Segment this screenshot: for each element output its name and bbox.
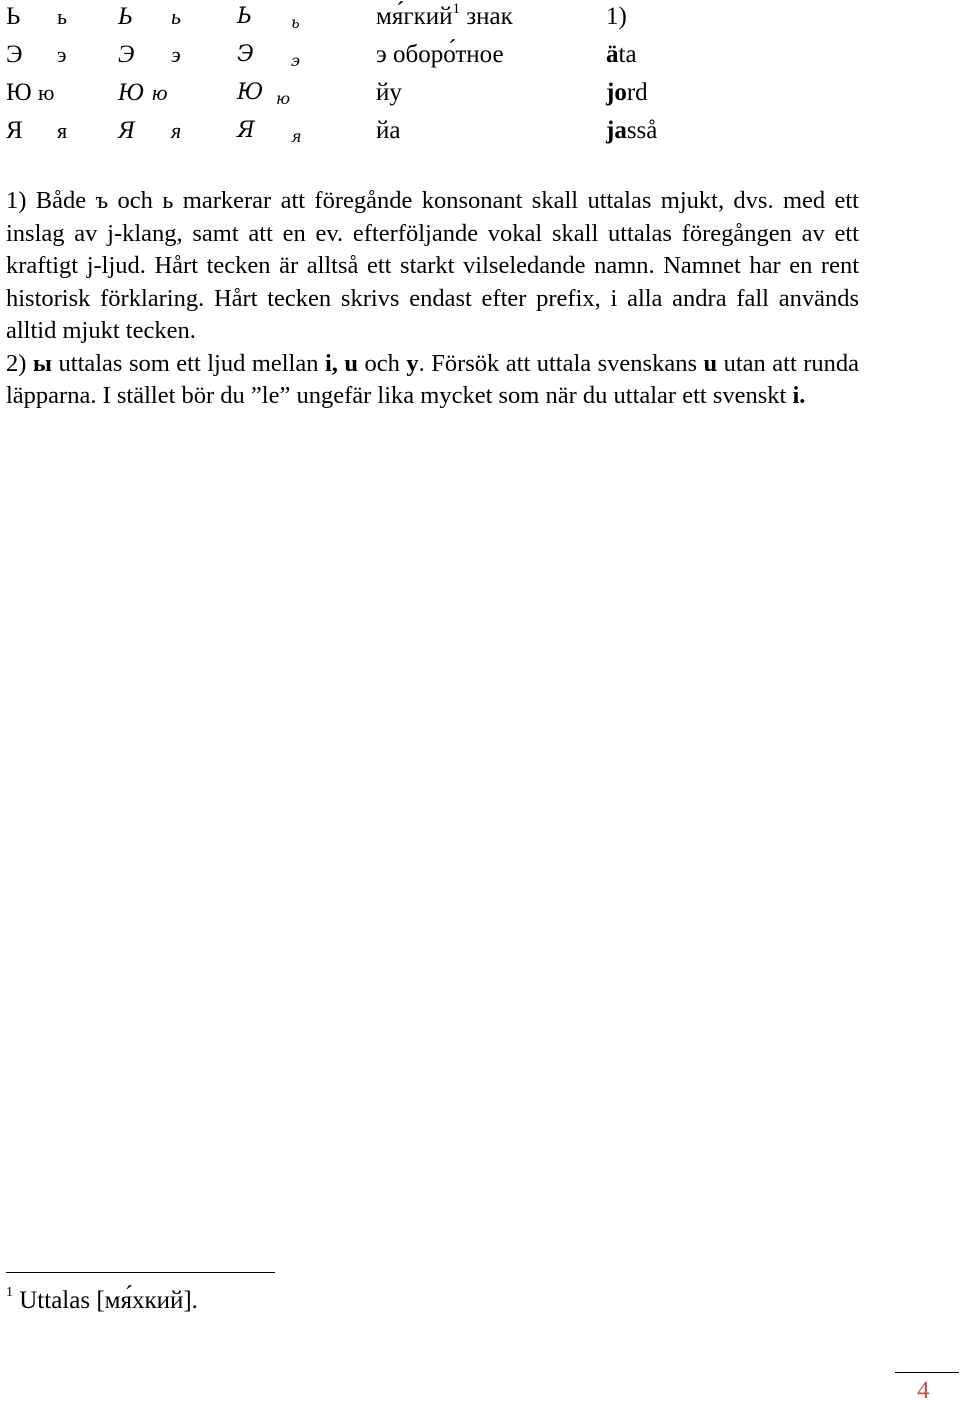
notes-section: [6, 185, 859, 413]
print-lower: я: [57, 118, 68, 143]
italic-upper: Ь: [118, 3, 133, 30]
print-lower: ю: [38, 80, 55, 105]
example: jasså: [606, 117, 658, 144]
italic-upper: Э: [118, 41, 135, 68]
script-upper: Ю: [237, 80, 263, 105]
letter-name: мя́гкий$^1$ знак: [376, 1, 513, 30]
script-lower: я: [291, 127, 301, 146]
script-upper: Ь: [237, 4, 251, 29]
print-upper: Ю: [6, 79, 32, 106]
print-upper: Э: [6, 41, 23, 68]
note-2: 2) ы uttalas som ett ljud mellan i, u och y. Försök att uttala svenskans u utan att runda läpparna. I stället bör du ”le” ungefär lika mycket som när du uttalar ett svenskt i.: [6, 349, 860, 409]
page-number-rule: [895, 1372, 959, 1373]
example: 1): [606, 3, 627, 30]
italic-lower: я: [171, 118, 182, 143]
print-lower: э: [57, 42, 67, 67]
italic-lower: ю: [152, 80, 168, 105]
footnote-ref: 1: [452, 1, 460, 17]
italic-upper: Ю: [118, 79, 144, 106]
footnote-text: Uttalas [мя́хкий].: [13, 1287, 198, 1314]
script-lower: ю: [276, 89, 290, 108]
letter-name: э оборо́тное: [376, 41, 504, 68]
print-upper: Я: [6, 117, 23, 144]
italic-lower: ь: [171, 4, 182, 29]
italic-upper: Я: [118, 117, 135, 144]
page-number: 4: [917, 1377, 930, 1404]
note-1: 1) Både ъ och ь markerar att föregånde konsonant skall uttalas mjukt, dvs. med ett inslag av j-klang, samt att en ev. efterföljande vokal skall uttalas föregången av ett kraftigt j-ljud. Hårt tecken är alltså ett starkt vilseledande namn. Namnet har en rent historisk förklaring. Hårt tecken skrivs endast efter prefix, i alla andra fall används alltid mjukt tecken.: [6, 187, 859, 344]
script-upper: Э: [237, 42, 253, 67]
italic-lower: э: [171, 42, 181, 67]
footnote: [6, 1286, 198, 1320]
letter-name: йа: [376, 117, 401, 144]
footnote-separator: [6, 1272, 275, 1273]
letter-name: йу: [376, 79, 402, 106]
print-upper: Ь: [6, 3, 21, 30]
example: äta: [606, 41, 637, 68]
print-lower: ь: [57, 4, 68, 29]
script-upper: Я: [237, 118, 254, 143]
script-lower: э: [291, 51, 299, 70]
example: jord: [606, 79, 648, 106]
script-lower: ь: [291, 13, 299, 32]
footnote-number: 1: [6, 1285, 13, 1300]
